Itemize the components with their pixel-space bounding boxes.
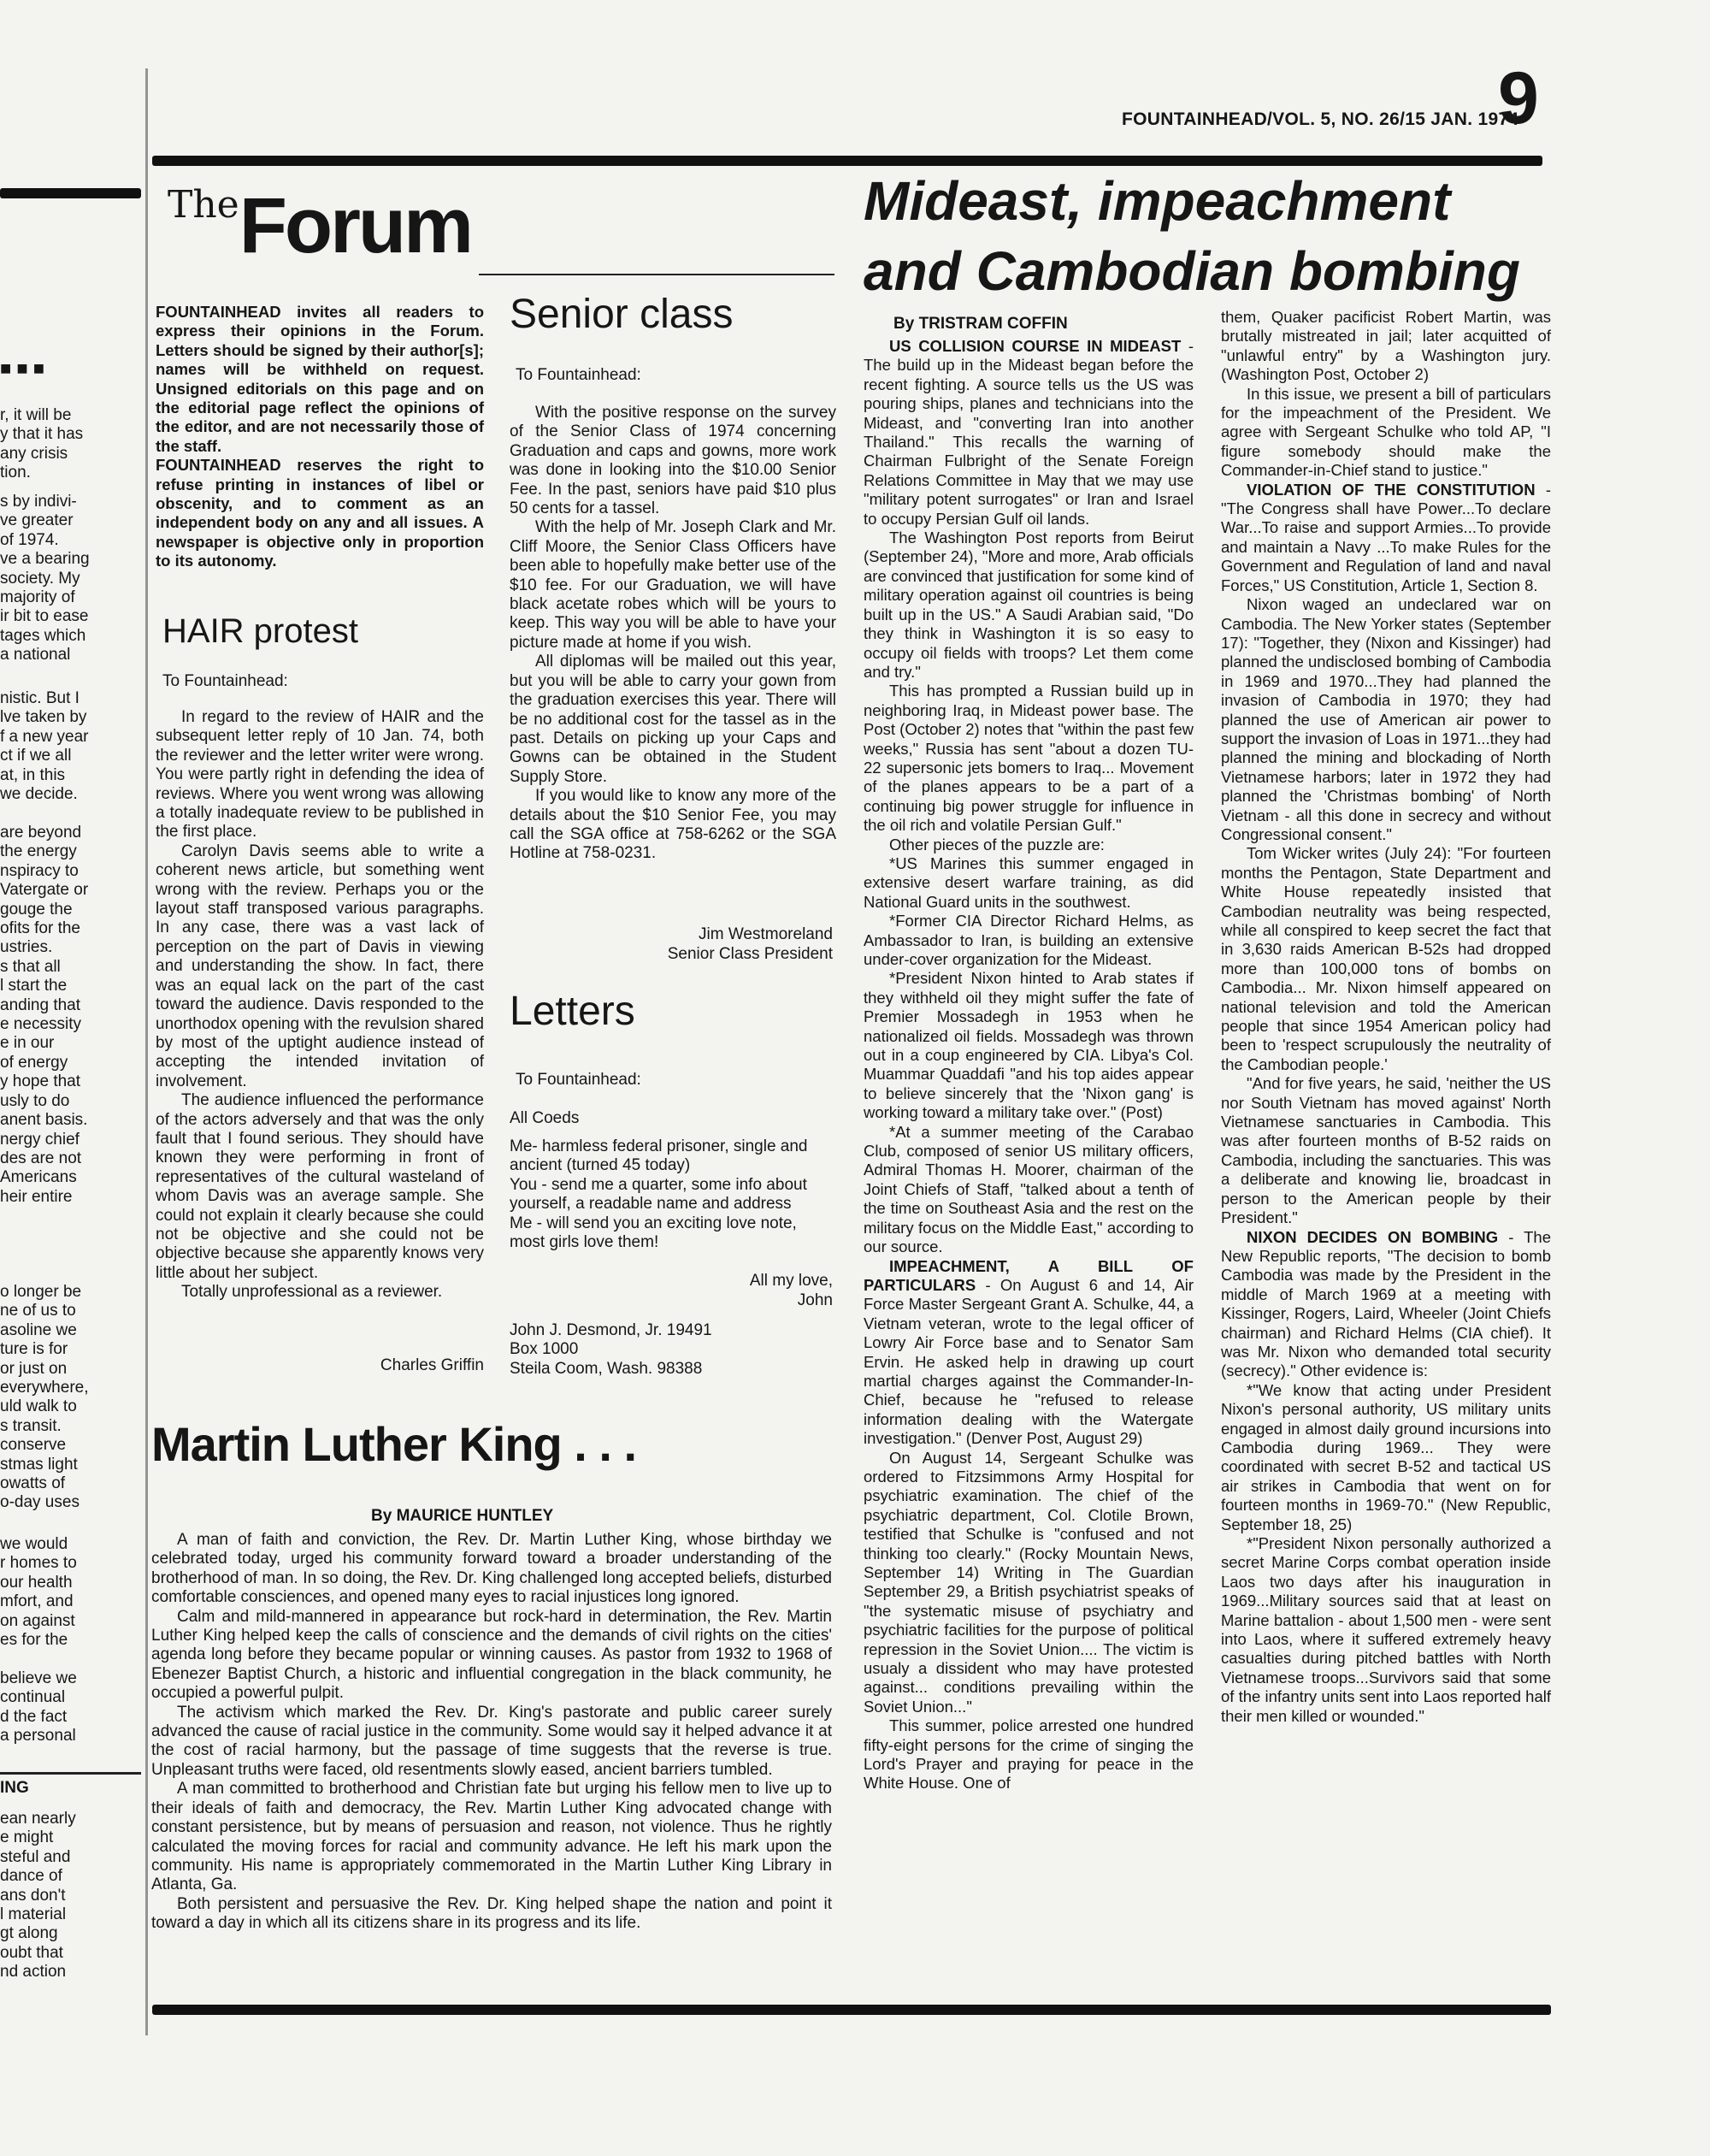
- paragraph-text: On August 14, Sergeant Schulke was ordered to Fitzsimmons Army Hospital for psychiatric examination. The chief of the psychiatric department, Col. Clotile Brown, testified that Schulke is "confused and not thinking too clearly." (Rocky Mountain News, September 14) Writing in The Guardian September 29, a British psychiatrist speaks of "the systematic misuse of psychiatry and psychiatric facilities for the purpose of political repression in the Soviet Union.... The victim is usualy a dissident who may have protested against... conditions prevailing within the Soviet Union...": [864, 1448, 1194, 1716]
- letters-salutation: To Fountainhead:: [516, 1071, 641, 1089]
- paragraph-text: "And for five years, he said, 'neither the US nor South Vietnam has moved against' North Vietnamese sanctuaries in Cambodia. This was after fourteen months of B-52 raids on Cambodia, including the sanctuaries. This was a deliberate and knowing lie, broadcast in person to the American people by their President.": [1221, 1074, 1551, 1227]
- forum-logo-the: The: [168, 183, 239, 227]
- senior-letter: [510, 404, 836, 864]
- paragraph-text: *"President Nixon personally authorized a secret Marine Corps combat operation inside Laos two days after his inauguration in 1969...Military sources said that at least on Marine battalion - about 1,500 men - were sent into Laos, where it suffered extremely heavy casualties during pitched battles with North Vietnamese troops...Survivors said that some of the infantry units sent into Laos reported half their men killed or wounded.": [1221, 1534, 1551, 1725]
- left-page-fragments: [0, 0, 144, 2156]
- paragraph: With the help of Mr. Joseph Clark and Mr. Cliff Moore, the Senior Class Officers have been able to hopefully make better use of the $10 fee. For our Graduation, we will have black acetate robes which will be yours to keep. This way you will be able to have your picture made at home if you wish.: [510, 518, 836, 652]
- letters-closing: All my love,: [749, 1272, 833, 1290]
- forum-logo-forum: Forum: [239, 182, 471, 269]
- paragraph: The activism which marked the Rev. Dr. King's pastorate and public career surely advanced the cause of racial justice in the community. Some would say it helped advance it at the cost of racial harmony, but the passage of time suggests that the reverse is true. Unpleasant truths were faced, old resentments slowly eased, ancient barriers tumbled.: [151, 1703, 832, 1779]
- paragraph: Carolyn Davis seems able to write a coherent news article, but something went wrong with the review. Perhaps you or the layout staff transposed various paragraphs. In any case, there was a vast lack of perception on the part of Davis in viewing and understanding the show. In fact, there was an equal lack on the part of the cast toward the audience. Davis responded to the unorthodox opening with the revulsion shared by most of the uptight audience instead of accepting the intended invitation of involvement.: [156, 842, 484, 1090]
- paragraph: With the positive response on the survey of the Senior Class of 1974 concerning Graduation and caps and gowns, more work was done in looking into the $10.00 Senior Fee. In the past, seniors have paid $10 plus 50 cents for a tassel.: [510, 404, 836, 518]
- letters-closing-name: John: [797, 1291, 833, 1309]
- paragraph-text: This has prompted a Russian build up in neighboring Iraq, in Mideast power base. The Post (October 2) notes that "within the past few weeks," Russia has sent "about a dozen TU-22 supersonic jets bomers to Iraq... Movement of the planes appears to be a part of a continuing big power struggle for influence in the oil rich and volatile Persian Gulf.": [864, 682, 1194, 835]
- paragraph: [864, 1449, 1194, 1717]
- paragraph-text: *US Marines this summer engaged in extensive desert warfare training, as did National Guard units in the southwest.: [864, 854, 1194, 911]
- letters-title: Letters: [510, 989, 635, 1034]
- section-lead: VIOLATION OF THE CONSTITUTION: [1247, 480, 1536, 499]
- fragment: ean nearly e might steful and dance of ans don't l material gt along oubt that nd action: [0, 1810, 76, 1982]
- paragraph-text: *At a summer meeting of the Carabao Club, composed of senior US military officers, Admiral Thomas H. Moorer, chairman of the Joint Chiefs of Staff, "talked about a tenth of the time on Southeast Asia and the rest on the military focus on the Middle East," according to our source.: [864, 1122, 1194, 1256]
- paragraph-text: - "The Congress shall have Power...To declare War...To raise and support Armies...To provide and maintain a Navy ...To make Rules for the Government and Regulation of land and naval Forces," US Constitution, Article 1, Section 8.: [1221, 480, 1551, 594]
- paragraph: [864, 1716, 1194, 1793]
- mlk-article: [151, 1531, 832, 1934]
- paragraph: A man committed to brotherhood and Christian fate but urging his fellow men to live up to their ideals of faith and democracy, the Rev. Martin Luther King advocated change with constant persistence, but by means of persuasion and reason, not violence. Thus he rightly calculated the moving forces for racial and community advance. He left his mark upon the community. His name is appropriately commemorated in the Martin Luther King Library in Atlanta, Ga.: [151, 1780, 832, 1894]
- fragment: o longer be ne of us to asoline we ture is for or just on everywhere, uld walk to s transit. conserve stmas light owatts of o-day uses: [0, 1283, 89, 1512]
- paragraph-text: - The build up in the Mideast began before the recent fighting. A source tells us the US was pouring ships, planes and technicians into the Mideast, and "converting Iran into another Thailand." This recalls the warning of Chairman Fulbright of the Senate Foreign Relations Committee in May that we may use "military potent surrogates" or Iran and Israel to occupy Persian Gulf oil lands.: [864, 337, 1194, 528]
- paragraph: Box 1000: [510, 1340, 579, 1359]
- paragraph-text: *President Nixon hinted to Arab states if they withheld oil they might suffer the fate of Premier Mossadegh in 1953 when he nationalized oil fields. Mossadegh was thrown out in a coup engineered by CIA. Libya's Col. Muammar Quaddafi "and his top aides appear to believe sincerely that the 'Nixon gang' is working toward a military take over." (Post): [864, 969, 1194, 1122]
- fragment: r, it will be y that it has any crisis tion.: [0, 406, 84, 482]
- paragraph-text: - The New Republic reports, "The decision to bomb Cambodia was made by the President in the middle of March 1969 at a meeting with Kissinger, Rogers, Laird, Wheeler (Joint Chiefs chairman) and Richard Helms (CIA chief). It was Mr. Nixon who demanded total security (secrecy)." Other evidence is:: [1221, 1227, 1551, 1380]
- mideast-column-2: [1221, 308, 1551, 1726]
- hair-salutation: To Fountainhead:: [162, 672, 288, 690]
- letters-greeting: All Coeds: [510, 1109, 580, 1127]
- paragraph-text: *"We know that acting under President Nixon's personal authority, US military units engaged in almost daily ground incursions into Cambodia during 1969... They were coordinated with secret B-52 and tactical US air strikes in Cambodia that went on for fourteen months in 1969-70." (New Republic, September 18, 25): [1221, 1380, 1551, 1533]
- paragraph: [864, 682, 1194, 835]
- fragment: s by indivi- ve greater of 1974. ve a bearing society. My majority of ir bit to ease tages which a national: [0, 493, 90, 665]
- paragraph: FOUNTAINHEAD reserves the right to refuse printing in instances of libel or obscenity, and to comment as an independent body on any and all issues. A newspaper is objective only in proportion to its autonomy.: [156, 456, 484, 570]
- paragraph: In regard to the review of HAIR and the subsequent letter reply of 10 Jan. 74, both the reviewer and the letter writer were wrong. You were partly right in defending the idea of reviews. Where you went wrong was allowing a totally inadequate review to be published in the first place.: [156, 708, 484, 842]
- fragment: ING: [0, 1779, 29, 1797]
- senior-salutation: To Fountainhead:: [516, 366, 641, 384]
- paragraph: [864, 836, 1194, 854]
- paragraph: Me- harmless federal prisoner, single and ancient (turned 45 today): [510, 1137, 808, 1175]
- section-lead: IMPEACHMENT, A BILL OF PARTICULARS: [864, 1256, 1194, 1294]
- fragment: are beyond the energy nspiracy to Vatergate or gouge the ofits for the ustries. s that all l start the anding that e necessity e in our of energy y hope that usly to do anent basis. nergy chief des are not Americans heir entire: [0, 824, 89, 1206]
- fragment: we would r homes to our health mfort, and on against es for the: [0, 1535, 77, 1650]
- paragraph: [864, 912, 1194, 969]
- paragraph: The audience influenced the performance of the actors adversely and that was the only fault that I found serious. They should have known they were performing in front of representatives of the cultural wasteland of whom Davis was an average sample. She could not explain it clearly because she could not be objective and she could not be objective because she apparently knows very little about her subject.: [156, 1091, 484, 1282]
- paragraph-text: Nixon waged an undeclared war on Cambodia. The New Yorker states (September 17): "Together, they (Nixon and Kissinger) had planned the undisclosed bombing of Cambodia in 1969 and 1970...They had planned the invasion of Cambodia in 1970; they had planned the use of American air power to support the invasion of Loas in 1971...they had planned the mining and blockading of North Vietnamese harbors; later in 1972 they had planned the 'Christmas bombing' of North Vietnam - all this done in secrecy and without Congressional consent.": [1221, 595, 1551, 843]
- paragraph: [864, 1123, 1194, 1257]
- mlk-byline: By MAURICE HUNTLEY: [371, 1507, 554, 1525]
- paragraph: [1221, 1381, 1551, 1534]
- paragraph-text: In this issue, we present a bill of particulars for the impeachment of the President. We agree with Sergeant Schulke who told AP, "I figure somebody should make the Commander-in-Chief stand to justice.": [1221, 384, 1551, 480]
- paragraph-text: This summer, police arrested one hundred fifty-eight persons for the crime of singing the Lord's Prayer and praying for peace in the White House. One of: [864, 1716, 1194, 1793]
- mideast-title-line2: and Cambodian bombing: [864, 240, 1520, 302]
- paragraph: FOUNTAINHEAD invites all readers to express their opinions in the Forum. Letters should be signed by their author[s]; names will be withheld on request. Unsigned editorials on this page and on the editorial page reflect the opinions of the editor, and are not necessarily those of the staff.: [156, 303, 484, 455]
- forum-logo: [168, 182, 471, 269]
- section-lead: NIXON DECIDES ON BOMBING: [1247, 1227, 1499, 1246]
- paragraph-text: The Washington Post reports from Beirut (September 24), "More and more, Arab officials are convinced that justification for some kind of military operation against oil countries is being built up in the US." A Saudi Arabian said, "Do they think in Washington it is so easy to occupy oil fields with troops? Let them come and try.": [864, 529, 1194, 681]
- paragraph: Calm and mild-mannered in appearance but rock-hard in determination, the Rev. Martin Luther King helped keep the calls of conscience and the demands of civil rights on the cities' agenda long before they became popular or winning causes. As pastor from 1932 to 1968 of Ebenezer Baptist Church, a historic and influential congregation in the black community, he occupied a powerful pulpit.: [151, 1607, 832, 1703]
- paragraph: All diplomas will be mailed out this year, but you will be able to carry your gown from the graduation exercises this year. There will be no additional cost for the tassel as in the past. Details on picking up your Caps and Gowns can be obtained in the Student Supply Store.: [510, 653, 836, 786]
- mideast-column-1: [864, 337, 1194, 1793]
- paragraph: [1221, 1228, 1551, 1381]
- paragraph-text: - On August 6 and 14, Air Force Master Sergeant Grant A. Schulke, 44, a Vietnam veteran, wrote to the legal officer of Lowry Air Force base and to Senator Sam Ervin. He asked help in drawing up court martial charges against the Commander-In-Chief, because he "refused to release information dealing with the Watergate investigation." (Denver Post, August 29): [864, 1275, 1194, 1448]
- paragraph: [1221, 1074, 1551, 1227]
- paragraph: [1221, 308, 1551, 385]
- paragraph: [1221, 595, 1551, 844]
- paragraph: Totally unprofessional as a reviewer.: [181, 1283, 443, 1302]
- letters-body: [510, 1137, 833, 1252]
- paragraph: Me - will send you an exciting love note, most girls love them!: [510, 1214, 797, 1252]
- forum-rule: [479, 274, 834, 275]
- page-number: 9: [1498, 57, 1539, 139]
- letters-address: [510, 1321, 833, 1379]
- paragraph: [864, 969, 1194, 1122]
- senior-signature-title: Senior Class President: [667, 945, 833, 963]
- paragraph: Steila Coom, Wash. 98388: [510, 1359, 703, 1378]
- paragraph: [1221, 844, 1551, 1074]
- paragraph-text: Other pieces of the puzzle are:: [889, 835, 1105, 854]
- fragment: believe we continual d the fact a personal: [0, 1669, 77, 1745]
- paragraph: If you would like to know any more of the details about the $10 Senior Fee, you may call the SGA office at 758-6262 or the SGA Hotline at 758-0231.: [510, 787, 836, 863]
- fragment: nistic. But I lve taken by f a new year ct if we all at, in this we decide.: [0, 689, 89, 804]
- forum-intro: [156, 303, 484, 571]
- mideast-byline: By TRISTRAM COFFIN: [893, 315, 1068, 333]
- top-rule: [152, 156, 1542, 166]
- hair-signature: Charles Griffin: [380, 1356, 484, 1374]
- paragraph: A man of faith and conviction, the Rev. Dr. Martin Luther King, whose birthday we celebrated today, urged his community forward toward a broader understanding of the brotherhood of man. In so doing, the Rev. Dr. King challenged long accepted beliefs, disturbed comfortable consciences, and opened many eyes to racial injustices long ignored.: [151, 1531, 832, 1607]
- left-page-gutter-line: [145, 68, 148, 2035]
- paragraph: John J. Desmond, Jr. 19491: [510, 1321, 712, 1339]
- paragraph: [1221, 1534, 1551, 1726]
- paragraph: You - send me a quarter, some info about yourself, a readable name and address: [510, 1175, 807, 1214]
- senior-title: Senior class: [510, 292, 734, 337]
- section-lead: US COLLISION COURSE IN MIDEAST: [889, 337, 1182, 355]
- fragment: ■ ■ ■: [0, 357, 45, 379]
- paragraph: Both persistent and persuasive the Rev. Dr. King helped shape the nation and point it toward a day in which all its citizens share in its progress and its life.: [151, 1894, 832, 1933]
- hair-letter: [156, 708, 484, 1302]
- mideast-title-line1: Mideast, impeachment: [864, 170, 1451, 232]
- paragraph-text: Tom Wicker writes (July 24): "For fourteen months the Pentagon, State Department and White House repeatedly insisted that Cambodian neutrality was being respected, while all conspired to keep secret the fact that in 3,630 raids American B-52s had dropped more than 100,000 tons of bombs on Cambodia... Mr. Nixon himself appeared on national television and told the American people that since 1954 American policy had been to 'respect scrupulously the neutrality of the Cambodian people.': [1221, 844, 1551, 1073]
- hair-title: HAIR protest: [162, 612, 358, 650]
- paragraph: [864, 529, 1194, 682]
- paragraph-text: them, Quaker pacificist Robert Martin, was brutally mistreated in jail; later acquitted of "unlawful entry" by a Washington jury. (Washington Post, October 2): [1221, 308, 1551, 384]
- masthead-line: FOUNTAINHEAD/VOL. 5, NO. 26/15 JAN. 1974: [1122, 109, 1519, 129]
- paragraph: [864, 1257, 1194, 1449]
- paragraph: [1221, 385, 1551, 481]
- senior-signature-name: Jim Westmoreland: [699, 925, 833, 943]
- paragraph: [1221, 481, 1551, 595]
- paragraph: [864, 854, 1194, 912]
- mlk-title: Martin Luther King . . .: [151, 1417, 637, 1471]
- paragraph-text: *Former CIA Director Richard Helms, as Ambassador to Iran, is building an extensive under-cover organization for the Mideast.: [864, 912, 1194, 968]
- paragraph: [864, 337, 1194, 529]
- bottom-rule: [152, 2005, 1551, 2015]
